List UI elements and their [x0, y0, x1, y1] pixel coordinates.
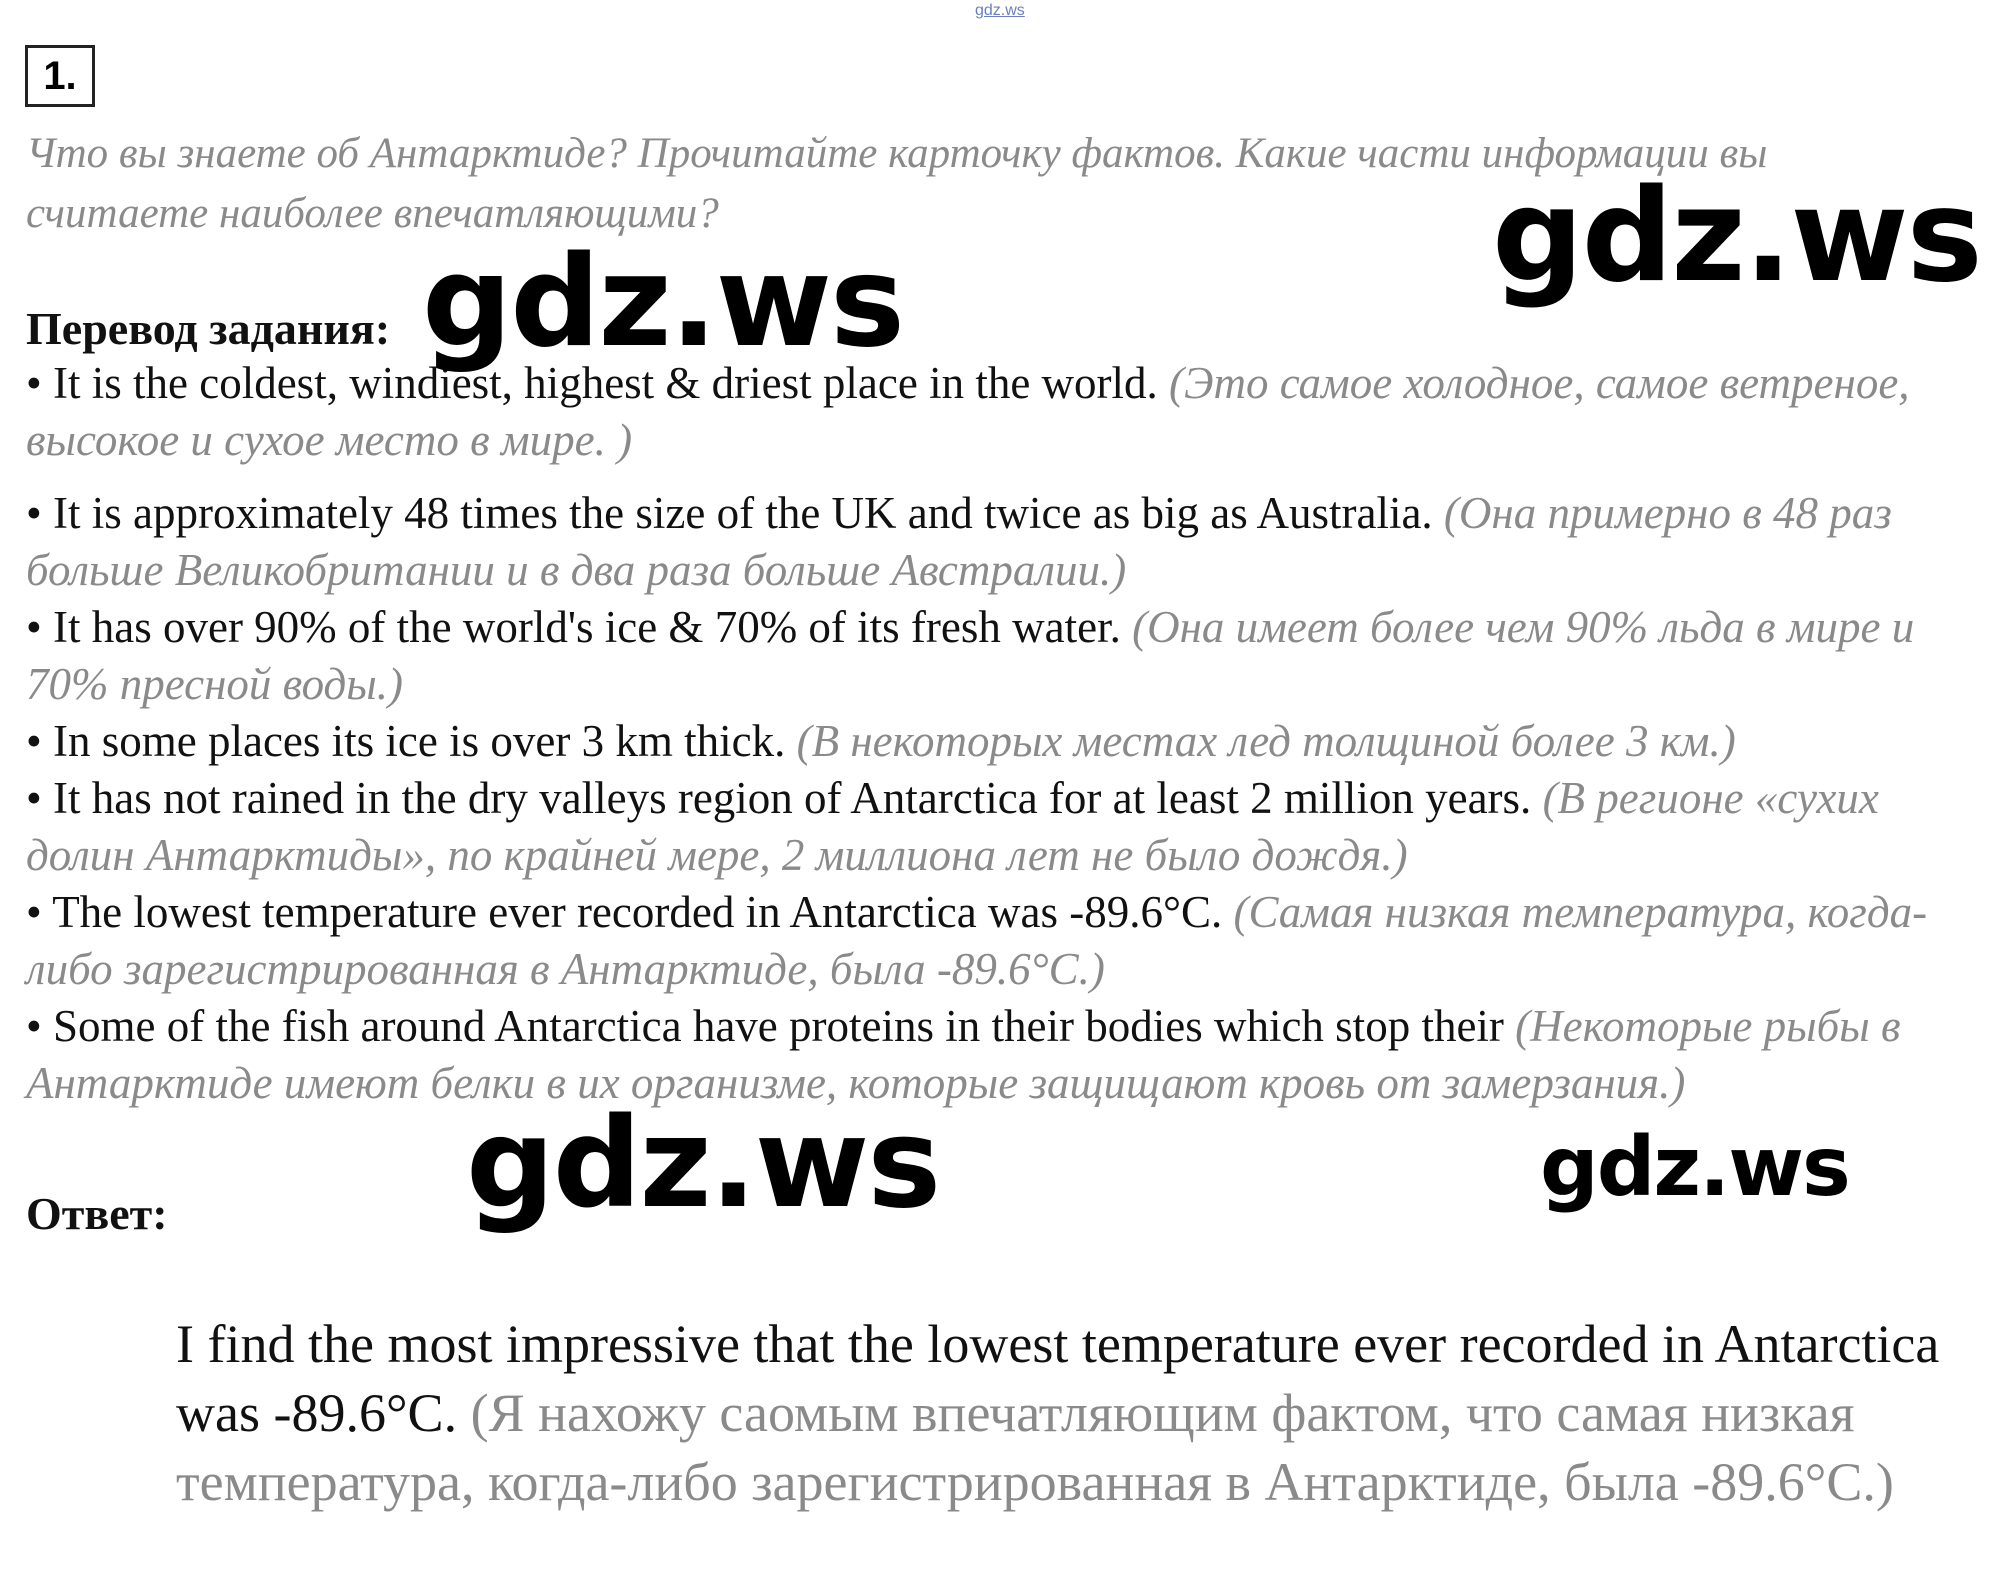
watermark-logo: gdz.ws: [1492, 162, 1981, 311]
task-text-ru: Что вы знаете об Антарктиде? Прочитайте карточку фактов. Какие части информации вы считаете наиболее впечатляющими?: [26, 130, 1768, 237]
watermark-logo: gdz.ws: [466, 1092, 940, 1236]
answer-text-en: I find the most impressive that the lowest temperature ever recorded in Antarctica was -89.6°C.: [176, 1314, 1940, 1443]
fact-text-ru: (Некоторые рыбы в Антарктиде имеют белки в их организме, которые защищают кровь от замерзания.): [26, 1001, 1901, 1108]
fact-item: [26, 998, 1976, 1112]
fact-item: [26, 713, 1976, 770]
fact-text-en: • It has not rained in the dry valleys region of Antarctica for at least 2 million years.: [26, 773, 1532, 823]
task-number-box: 1.: [25, 45, 95, 107]
fact-item: [26, 485, 1976, 599]
watermark-logo: gdz.ws: [422, 228, 903, 375]
fact-text-en: • It has over 90% of the world's ice & 70% of its fresh water.: [26, 602, 1121, 652]
answer-heading: Ответ:: [26, 1188, 168, 1239]
fact-text-ru: (В некоторых местах лед толщиной более 3 км.): [796, 716, 1736, 766]
fact-text-en: • In some places its ice is over 3 km thick.: [26, 716, 786, 766]
fact-text-ru: (В регионе «сухих долин Антарктиды», по крайней мере, 2 миллиона лет не было дождя.): [26, 773, 1879, 880]
fact-item: [26, 355, 1976, 469]
top-watermark-link[interactable]: gdz.ws: [975, 2, 1025, 19]
fact-text-ru: (Она примерно в 48 раз больше Великобритании и в два раза больше Австралии.): [26, 488, 1892, 595]
fact-text-en: • Some of the fish around Antarctica have proteins in their bodies which stop their: [26, 1001, 1504, 1051]
facts-list: [26, 355, 1976, 1112]
fact-text-ru: (Это самое холодное, самое ветреное, высокое и сухое место в мире. ): [26, 358, 1910, 465]
fact-text-ru: (Она имеет более чем 90% льда в мире и 70% пресной воды.): [26, 602, 1915, 709]
fact-text-en: • The lowest temperature ever recorded in Antarctica was -89.6°C.: [26, 887, 1223, 937]
translation-heading: Перевод задания:: [26, 303, 391, 354]
fact-item: [26, 884, 1976, 998]
fact-text-ru: (Самая низкая температура, когда-либо зарегистрированная в Антарктиде, была -89.6°C.): [26, 887, 1928, 994]
answer-text-ru: (Я нахожу саомым впечатляющим фактом, что самая низкая температура, когда-либо зарегистрированная в Антарктиде, была -89.6°C.): [176, 1383, 1894, 1512]
fact-text-en: • It is approximately 48 times the size of the UK and twice as big as Australia.: [26, 488, 1433, 538]
watermark-logo: gdz.ws: [1540, 1120, 1849, 1215]
fact-item: [26, 770, 1976, 884]
fact-text-en: • It is the coldest, windiest, highest & driest place in the world.: [26, 358, 1158, 408]
fact-item: [26, 599, 1976, 713]
answer-block: [176, 1310, 1956, 1517]
